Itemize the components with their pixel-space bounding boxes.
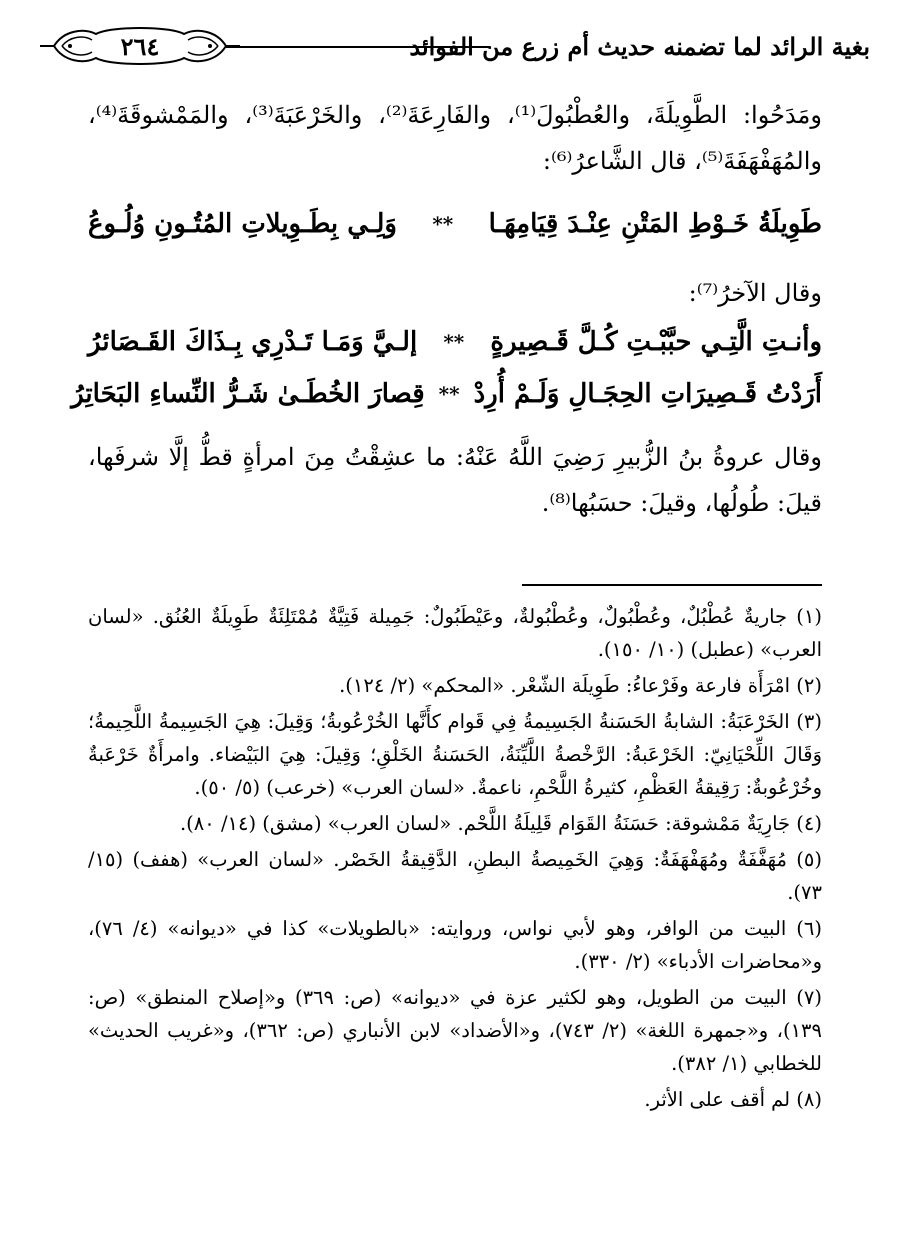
verse-second-hemistich: قِصارَ الخُطَـىٰ شَـرُّ النِّساءِ البَحَاتِرُ (71, 379, 425, 409)
paragraph: وقال الآخرُ⁽⁷⁾: (688, 279, 822, 307)
verse-first-hemistich: طَوِيلَةُ خَـوْطِ المَتْنِ عِنْـدَ قِيَامِهَـا (488, 209, 822, 239)
footnote: (٤) جَارِيَةٌ مَمْشوقة: حَسَنَةُ القَوَام قَلِيلَةُ اللَّحْم. «لسان العرب» (مشق) (١٤/ ٨٠). (179, 812, 822, 835)
footnote: (٥) مُهَفَّفَةٌ ومُهَفْهَفَةٌ: وَهِيَ الخَمِيصةُ البطنِ، الدَّقِيقةُ الخَصْر. «لسان العرب» (هفف) (١٥/ ٧٣). (88, 848, 822, 904)
footnote-rule (522, 584, 822, 586)
poem-verse (88, 316, 822, 368)
paragraph: ومَدَحُوا: الطَّوِيلَةَ، والعُطْبُولَ⁽¹⁾، والفَارِعَةَ⁽²⁾، والخَرْعَبَةَ⁽³⁾، والمَمْشوقَةَ⁽⁴⁾، والمُهَفْهَفَةَ⁽⁵⁾، قال الشَّاعرُ⁽⁶⁾: (88, 101, 822, 175)
page-header (40, 22, 870, 70)
footnote: (٣) الخَرْعَبَةُ: الشابةُ الحَسَنةُ الجَسِيمةُ فِي قَوام كأَنَّها الخُرْعُوبةُ؛ وَقِيلَ: هِيَ الجَسِيمةُ اللَّحِيمةُ؛ وَقَالَ اللِّحْيَانِيّ: الخَرْعَبةُ: الرَّخْصةُ اللَّيِّنَةُ، الحَسَنةُ الخَلْقِ؛ وَقِيلَ: هِيَ البَيْضاء. وامرأَةٌ خَرْعَبةٌ وخُرْعُوبةٌ: رَقِيقةُ العَظْمِ، كثيرةُ اللَّحْمِ، ناعمةٌ. «لسان العرب» (خرعب) (٥/ ٥٠). (88, 710, 822, 799)
poem-verse (71, 368, 822, 420)
paragraph: وقال عروةُ بنُ الزُّبيرِ رَضِيَ اللَّهُ عَنْهُ: ما عشِقْتُ مِنَ امرأةٍ قطُّ إلَّا شرفَها، قيلَ: طُولُها، وقيلَ: حسَبُها⁽⁸⁾. (88, 443, 822, 517)
main-text (71, 92, 822, 526)
footnote: (٧) البيت من الطويل، وهو لكثير عزة في «ديوانه» (ص: ٣٦٩) و«إصلاح المنطق» (ص: ١٣٩)، و«جمهرة اللغة» (٢/ ٧٤٣)، و«الأضداد» لابن الأنباري (ص: ٣٦٢)، و«غريب الحديث» للخطابي (١/ ٣٨٢). (88, 986, 822, 1075)
header-rule (225, 46, 490, 48)
page-number: ٢٦٤ (120, 32, 160, 61)
verse-second-hemistich: وَلِـي بِطَـوِيلاتِ المُتُـونِ وُلُـوعُ (88, 209, 397, 239)
footnote: (٦) البيت من الوافر، وهو لأبي نواس، وروايته: «بالطويلات» كذا في «ديوانه» (٤/ ٧٦)، و«محاضرات الأدباء» (٢/ ٣٣٠). (88, 917, 822, 973)
verse-separator: ** (443, 330, 465, 354)
verse-first-hemistich: وأنـتِ الَّتِـي حبَّبْـتِ كُـلَّ قَـصِيرةٍ (490, 327, 822, 357)
running-title: بغية الرائد لما تضمنه حديث أم زرع من الفوائد (409, 32, 870, 61)
verse-separator: ** (438, 382, 460, 406)
poem-verse (88, 198, 822, 250)
verse-second-hemistich: إلـيَّ وَمَـا تَـدْرِي بِـذَاكَ القَـصَائرُ (88, 327, 418, 357)
footnote: (١) جاريةٌ عُطْبُلٌ، وعُطْبُولٌ، وعُطْبُولةٌ، وعَيْطَبُولٌ: جَمِيلة فَتِيَّةٌ مُمْتَلِئَةٌ طَوِيلَةٌ العُنُق. «لسان العرب» (عطبل) (١٠/ ١٥٠). (88, 605, 822, 661)
footnotes (88, 600, 822, 1119)
footnote: (٨) لم أقف على الأثر. (644, 1088, 822, 1111)
verse-first-hemistich: أَرَدْتُ قَـصِيرَاتِ الحِجَـالِ وَلَـمْ أُرِدْ (473, 379, 822, 409)
verse-separator: ** (432, 212, 454, 236)
footnote: (٢) امْرَأَة فارعة وفَرْعاءُ: طَوِيلَة الشّعْر. «المحكم» (٢/ ١٢٤). (339, 674, 822, 697)
